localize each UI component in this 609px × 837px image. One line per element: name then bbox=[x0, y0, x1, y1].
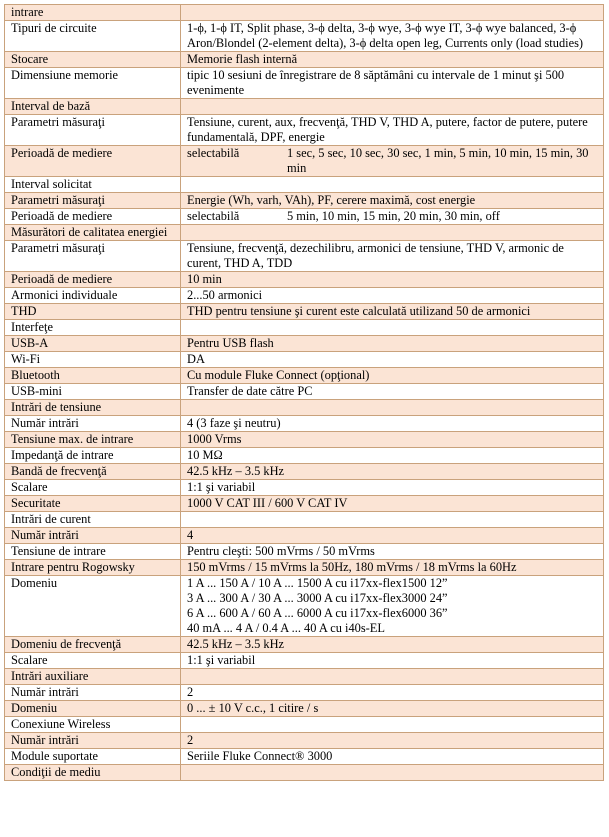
row-value bbox=[181, 320, 604, 336]
row-label: intrare bbox=[5, 5, 181, 21]
averaging-cell bbox=[187, 146, 597, 176]
row-value bbox=[181, 765, 604, 781]
row-value: Transfer de date către PC bbox=[181, 384, 604, 400]
table-row bbox=[5, 480, 604, 496]
row-value: THD pentru tensiune şi curent este calculată utilizand 50 de armonici bbox=[181, 304, 604, 320]
averaging-cell bbox=[187, 209, 597, 224]
row-value: 2 bbox=[181, 685, 604, 701]
row-label: Număr intrări bbox=[5, 528, 181, 544]
row-label: Perioadă de mediere bbox=[5, 146, 181, 177]
table-row bbox=[5, 21, 604, 52]
row-label: Interval solicitat bbox=[5, 177, 181, 193]
table-row bbox=[5, 99, 604, 115]
table-row bbox=[5, 416, 604, 432]
row-label: Securitate bbox=[5, 496, 181, 512]
table-row bbox=[5, 733, 604, 749]
row-label: Wi-Fi bbox=[5, 352, 181, 368]
table-row bbox=[5, 225, 604, 241]
row-value: 1:1 şi variabil bbox=[181, 480, 604, 496]
table-row bbox=[5, 701, 604, 717]
row-value: tipic 10 sesiuni de înregistrare de 8 săptămâni cu intervale de 1 minut şi 500 evenimente bbox=[181, 68, 604, 99]
table-row bbox=[5, 669, 604, 685]
row-label: Parametri măsuraţi bbox=[5, 115, 181, 146]
specifications-body bbox=[5, 5, 604, 781]
row-value: Pentru USB flash bbox=[181, 336, 604, 352]
row-value: 1-ϕ, 1-ϕ IT, Split phase, 3-ϕ delta, 3-ϕ wye, 3-ϕ wye IT, 3-ϕ wye balanced, 3-ϕ Aron/Blondel (2-element delta), 3-ϕ delta open leg, Currents only (load studies) bbox=[181, 21, 604, 52]
row-label: Intrări de curent bbox=[5, 512, 181, 528]
sub-value: 5 min, 10 min, 15 min, 20 min, 30 min, off bbox=[287, 209, 500, 223]
value-line: 40 mA ... 4 A / 0.4 A ... 40 A cu i40s-EL bbox=[187, 621, 385, 635]
row-label: Domeniu de frecvenţă bbox=[5, 637, 181, 653]
row-value bbox=[181, 225, 604, 241]
table-row bbox=[5, 177, 604, 193]
table-row bbox=[5, 464, 604, 480]
row-value: DA bbox=[181, 352, 604, 368]
row-label: Domeniu bbox=[5, 576, 181, 637]
row-value: 0 ... ± 10 V c.c., 1 citire / s bbox=[181, 701, 604, 717]
value-line: 3 A ... 300 A / 30 A ... 3000 A cu i17xx-flex3000 24” bbox=[187, 591, 448, 605]
row-label: Număr intrări bbox=[5, 416, 181, 432]
table-row bbox=[5, 336, 604, 352]
row-value: Pentru cleşti: 500 mVrms / 50 mVrms bbox=[181, 544, 604, 560]
row-label: Tensiune max. de intrare bbox=[5, 432, 181, 448]
row-label: Interfeţe bbox=[5, 320, 181, 336]
row-value: Tensiune, curent, aux, frecvenţă, THD V, THD A, putere, factor de putere, putere fundamentală, DPF, energie bbox=[181, 115, 604, 146]
table-row bbox=[5, 749, 604, 765]
table-row bbox=[5, 115, 604, 146]
table-row bbox=[5, 685, 604, 701]
table-row bbox=[5, 209, 604, 225]
row-label: THD bbox=[5, 304, 181, 320]
row-label: Armonici individuale bbox=[5, 288, 181, 304]
table-row bbox=[5, 193, 604, 209]
row-label: Module suportate bbox=[5, 749, 181, 765]
row-label: Bandă de frecvenţă bbox=[5, 464, 181, 480]
row-label: Scalare bbox=[5, 480, 181, 496]
row-label: Scalare bbox=[5, 653, 181, 669]
row-value: 10 min bbox=[181, 272, 604, 288]
row-label: Conexiune Wireless bbox=[5, 717, 181, 733]
table-row bbox=[5, 320, 604, 336]
row-value bbox=[181, 5, 604, 21]
row-value bbox=[181, 669, 604, 685]
table-row bbox=[5, 496, 604, 512]
row-value bbox=[181, 99, 604, 115]
row-label: Tipuri de circuite bbox=[5, 21, 181, 52]
table-row bbox=[5, 5, 604, 21]
row-label: Intrări de tensiune bbox=[5, 400, 181, 416]
row-value: Tensiune, frecvenţă, dezechilibru, armonici de tensiune, THD V, armonic de curent, THD A, TDD bbox=[181, 241, 604, 272]
table-row bbox=[5, 52, 604, 68]
row-value bbox=[181, 177, 604, 193]
row-label: Intrări auxiliare bbox=[5, 669, 181, 685]
sub-value: 1 sec, 5 sec, 10 sec, 30 sec, 1 min, 5 min, 10 min, 15 min, 30 min bbox=[287, 146, 589, 175]
row-value: 2 bbox=[181, 733, 604, 749]
table-row bbox=[5, 400, 604, 416]
sub-label: selectabilă bbox=[187, 146, 240, 160]
row-value: 10 MΩ bbox=[181, 448, 604, 464]
row-label: USB-mini bbox=[5, 384, 181, 400]
row-value bbox=[181, 512, 604, 528]
table-row bbox=[5, 241, 604, 272]
table-row bbox=[5, 146, 604, 177]
row-label: Bluetooth bbox=[5, 368, 181, 384]
row-label: Condiţii de mediu bbox=[5, 765, 181, 781]
table-row bbox=[5, 448, 604, 464]
row-label: Parametri măsuraţi bbox=[5, 241, 181, 272]
table-row bbox=[5, 352, 604, 368]
row-value: 42.5 kHz – 3.5 kHz bbox=[181, 464, 604, 480]
row-value: Memorie flash internă bbox=[181, 52, 604, 68]
row-value bbox=[181, 717, 604, 733]
row-label: Impedanţă de intrare bbox=[5, 448, 181, 464]
row-value: Energie (Wh, varh, VAh), PF, cerere maximă, cost energie bbox=[181, 193, 604, 209]
table-row bbox=[5, 512, 604, 528]
row-value: 4 bbox=[181, 528, 604, 544]
table-row bbox=[5, 576, 604, 637]
row-value bbox=[181, 209, 604, 225]
row-value bbox=[181, 146, 604, 177]
table-row bbox=[5, 653, 604, 669]
sub-label: selectabilă bbox=[187, 209, 240, 223]
row-label: USB-A bbox=[5, 336, 181, 352]
row-value: Seriile Fluke Connect® 3000 bbox=[181, 749, 604, 765]
table-row bbox=[5, 272, 604, 288]
row-label: Perioadă de mediere bbox=[5, 209, 181, 225]
table-row bbox=[5, 717, 604, 733]
row-label: Număr intrări bbox=[5, 733, 181, 749]
row-value: 1000 V CAT III / 600 V CAT IV bbox=[181, 496, 604, 512]
table-row bbox=[5, 304, 604, 320]
row-value: 150 mVrms / 15 mVrms la 50Hz, 180 mVrms / 18 mVrms la 60Hz bbox=[181, 560, 604, 576]
row-value: 1000 Vrms bbox=[181, 432, 604, 448]
row-label: Tensiune de intrare bbox=[5, 544, 181, 560]
value-line: 6 A ... 600 A / 60 A ... 6000 A cu i17xx-flex6000 36” bbox=[187, 606, 448, 620]
row-value: 2...50 armonici bbox=[181, 288, 604, 304]
row-value: Cu module Fluke Connect (opţional) bbox=[181, 368, 604, 384]
table-row bbox=[5, 765, 604, 781]
row-label: Număr intrări bbox=[5, 685, 181, 701]
row-value: 1:1 şi variabil bbox=[181, 653, 604, 669]
table-row bbox=[5, 368, 604, 384]
value-line: 1 A ... 150 A / 10 A ... 1500 A cu i17xx-flex1500 12” bbox=[187, 576, 448, 590]
table-row bbox=[5, 432, 604, 448]
specifications-table bbox=[4, 4, 604, 781]
row-label: Măsurători de calitatea energiei bbox=[5, 225, 181, 241]
row-label: Dimensiune memorie bbox=[5, 68, 181, 99]
table-row bbox=[5, 288, 604, 304]
row-value: 4 (3 faze şi neutru) bbox=[181, 416, 604, 432]
table-row bbox=[5, 544, 604, 560]
row-label: Stocare bbox=[5, 52, 181, 68]
table-row bbox=[5, 384, 604, 400]
row-label: Perioadă de mediere bbox=[5, 272, 181, 288]
row-label: Parametri măsuraţi bbox=[5, 193, 181, 209]
row-label: Interval de bază bbox=[5, 99, 181, 115]
row-value bbox=[181, 400, 604, 416]
row-label: Intrare pentru Rogowsky bbox=[5, 560, 181, 576]
table-row bbox=[5, 68, 604, 99]
table-row bbox=[5, 560, 604, 576]
row-label: Domeniu bbox=[5, 701, 181, 717]
row-value: 42.5 kHz – 3.5 kHz bbox=[181, 637, 604, 653]
table-row bbox=[5, 637, 604, 653]
row-value bbox=[181, 576, 604, 637]
table-row bbox=[5, 528, 604, 544]
